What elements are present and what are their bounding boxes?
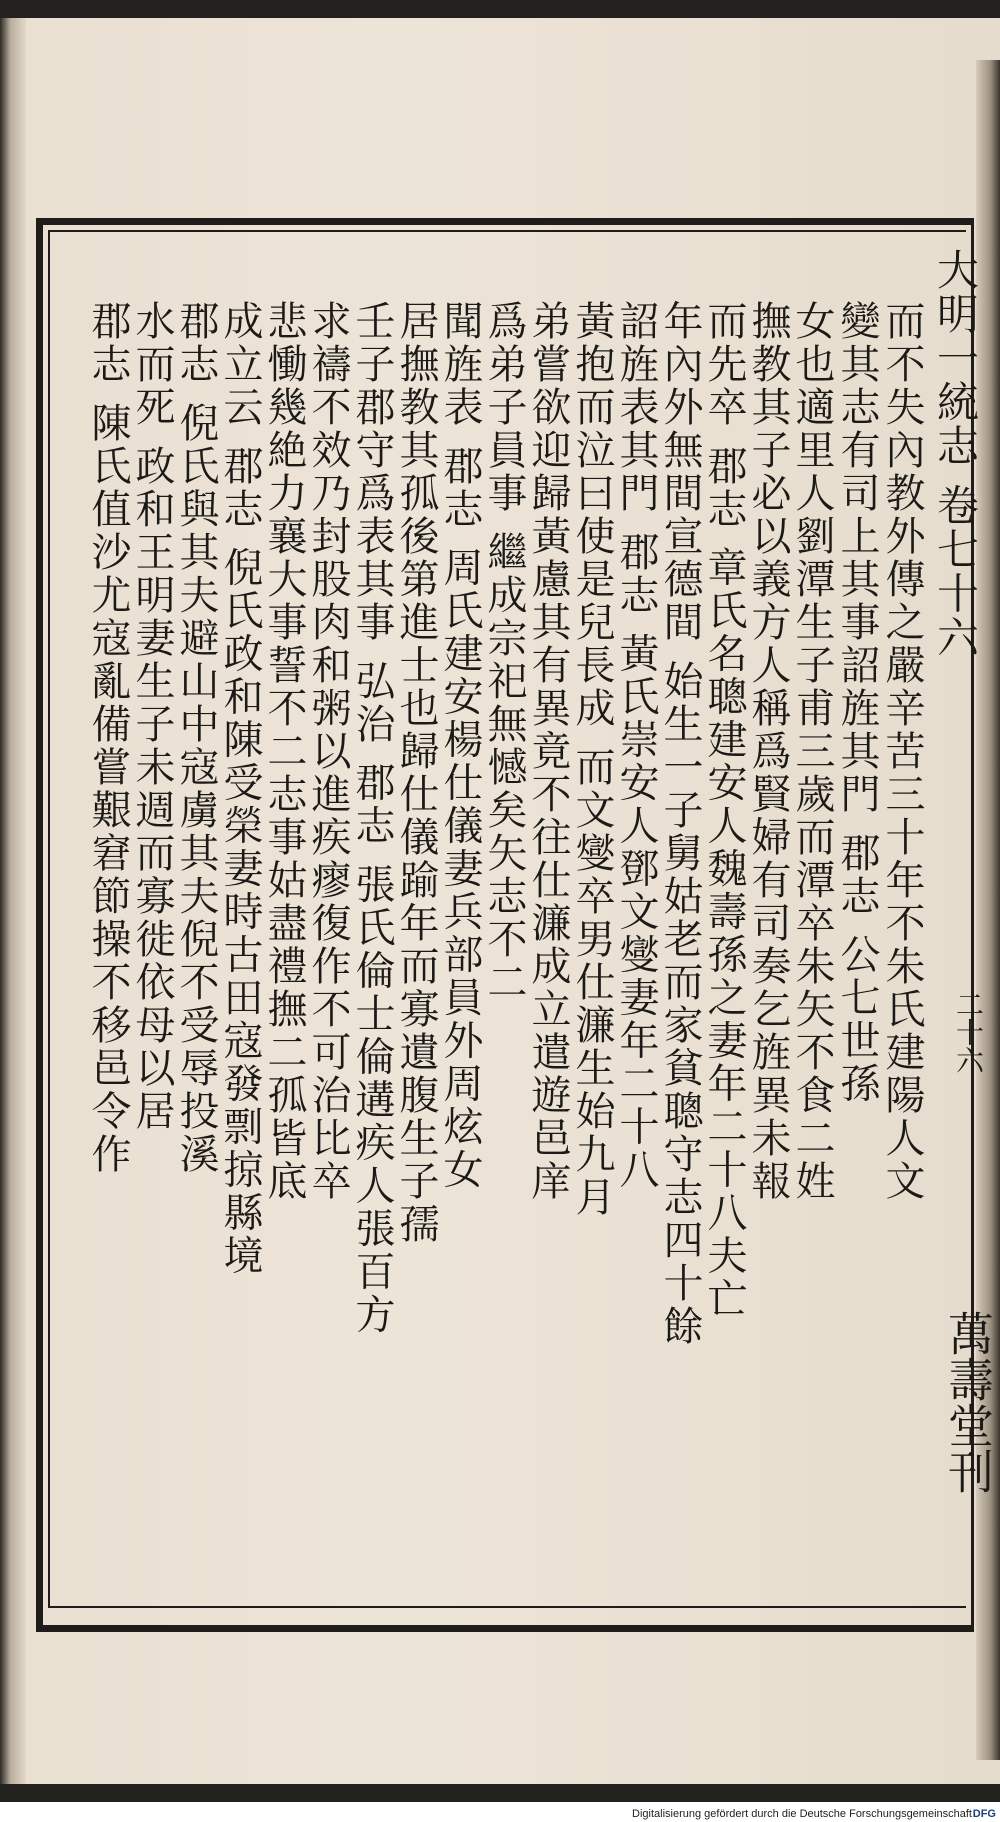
margin-title: 大明一統志 卷七十六: [931, 248, 980, 660]
page-number: 二十六: [952, 990, 985, 1074]
text-column: 變其志有司上其事詔旌其門 郡志 公七世孫: [834, 300, 880, 1106]
text-column: 壬子郡守爲表其事 弘治 郡志 張氏倫士倫遘疾人張百方: [349, 300, 395, 1337]
text-column: 成立云 郡志 倪氏政和陳受榮妻時古田寇發剽掠縣境: [217, 300, 263, 1278]
dfg-logo: DFG: [972, 1808, 996, 1820]
text-column: 年內外無間宣德間 始生一子舅姑老而家貧聰守志四十餘: [657, 300, 703, 1348]
text-column: 求禱不效乃封股肉和粥以進疾瘳復作不可治比卒: [305, 300, 351, 1203]
text-column: 郡志 倪氏與其夫避山中寇虜其夫倪不受辱投溪: [173, 300, 219, 1176]
text-column: 悲慟幾絶力襄大事誓不二志事姑盡禮撫二孤皆底: [261, 300, 307, 1203]
text-column: 黃抱而泣曰使是兒長成 而文燮卒男仕濂生始九月: [569, 300, 615, 1219]
text-column: 居撫教其孤後第進士也歸仕儀踰年而寡遺腹生子孺: [393, 300, 439, 1246]
text-column: 弟嘗欲迎歸黃慮其有異竟不往仕濂成立遣遊邑庠: [525, 300, 571, 1203]
text-column: 爲弟子員事 繼成宗祀無憾矣矢志不二: [481, 300, 527, 1004]
footer-bar: [0, 1802, 1000, 1822]
publisher-mark: 萬壽堂刊: [941, 1310, 995, 1494]
text-column: 聞旌表 郡志 周氏建安楊仕儀妻兵部員外周炫女: [437, 300, 483, 1192]
text-column: 撫教其子必以義方人稱爲賢婦有司奏乞旌異未報: [745, 300, 791, 1203]
page-binding-edge: [0, 18, 26, 1784]
text-column: 詔旌表其門 郡志 黃氏崇安人鄧文燮妻年二十八: [613, 300, 659, 1192]
text-column: 水而死 政和王明妻生子未週而寡徙依母以居: [129, 300, 175, 1133]
text-body: [60, 300, 925, 1600]
text-column: 而先卒 郡志 章氏名聰建安人魏壽孫之妻年二十八夫亡: [701, 300, 747, 1321]
text-column: 而不失內教外傳之嚴辛苦三十年不朱氏建陽人文: [879, 300, 925, 1203]
text-column: 郡志 陳氏值沙尤寇亂備嘗艱窘節操不移邑令作: [85, 300, 131, 1176]
text-column: 女也適里人劉潭生子甫三歲而潭卒朱矢不食二姓: [789, 300, 835, 1203]
funding-credit: Digitalisierung gefördert durch die Deutsche Forschungsgemeinschaft: [632, 1808, 972, 1820]
